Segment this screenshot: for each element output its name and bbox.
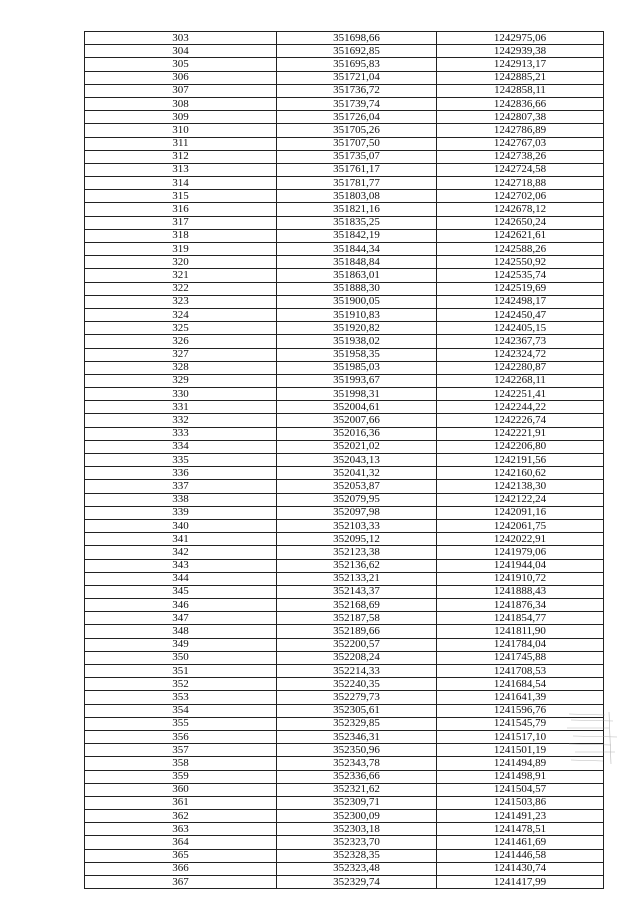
y-coordinate-cell: 1242206,80 bbox=[437, 440, 604, 453]
y-coordinate-cell: 1242858,11 bbox=[437, 84, 604, 97]
point-number-cell: 319 bbox=[85, 243, 277, 256]
point-number-cell: 328 bbox=[85, 361, 277, 374]
point-number-cell: 322 bbox=[85, 282, 277, 295]
y-coordinate-cell: 1241494,89 bbox=[437, 757, 604, 770]
point-number-cell: 344 bbox=[85, 572, 277, 585]
x-coordinate-cell: 351910,83 bbox=[277, 308, 437, 321]
table-row bbox=[85, 216, 604, 229]
point-number-cell: 310 bbox=[85, 124, 277, 137]
point-number-cell: 314 bbox=[85, 177, 277, 190]
point-number-cell: 348 bbox=[85, 625, 277, 638]
x-coordinate-cell: 352079,95 bbox=[277, 493, 437, 506]
x-coordinate-cell: 352328,35 bbox=[277, 849, 437, 862]
y-coordinate-cell: 1242226,74 bbox=[437, 414, 604, 427]
table-row bbox=[85, 203, 604, 216]
point-number-cell: 323 bbox=[85, 295, 277, 308]
y-coordinate-cell: 1242807,38 bbox=[437, 111, 604, 124]
table-row bbox=[85, 493, 604, 506]
table-row bbox=[85, 137, 604, 150]
x-coordinate-cell: 352329,74 bbox=[277, 876, 437, 889]
table-row bbox=[85, 796, 604, 809]
y-coordinate-cell: 1242091,16 bbox=[437, 506, 604, 519]
y-coordinate-cell: 1242498,17 bbox=[437, 295, 604, 308]
point-number-cell: 359 bbox=[85, 770, 277, 783]
x-coordinate-cell: 352323,70 bbox=[277, 836, 437, 849]
point-number-cell: 332 bbox=[85, 414, 277, 427]
x-coordinate-cell: 351692,85 bbox=[277, 45, 437, 58]
y-coordinate-cell: 1241501,19 bbox=[437, 744, 604, 757]
table-row bbox=[85, 770, 604, 783]
x-coordinate-cell: 352007,66 bbox=[277, 414, 437, 427]
table-row bbox=[85, 559, 604, 572]
x-coordinate-cell: 352321,62 bbox=[277, 783, 437, 796]
y-coordinate-cell: 1242324,72 bbox=[437, 348, 604, 361]
table-row bbox=[85, 585, 604, 598]
y-coordinate-cell: 1241504,57 bbox=[437, 783, 604, 796]
table-row bbox=[85, 295, 604, 308]
x-coordinate-cell: 352168,69 bbox=[277, 599, 437, 612]
y-coordinate-cell: 1242138,30 bbox=[437, 480, 604, 493]
table-row bbox=[85, 190, 604, 203]
point-number-cell: 316 bbox=[85, 203, 277, 216]
table-row bbox=[85, 717, 604, 730]
x-coordinate-cell: 352305,61 bbox=[277, 704, 437, 717]
table-row bbox=[85, 823, 604, 836]
point-number-cell: 321 bbox=[85, 269, 277, 282]
x-coordinate-cell: 351698,66 bbox=[277, 32, 437, 45]
y-coordinate-cell: 1242786,89 bbox=[437, 124, 604, 137]
table-row bbox=[85, 691, 604, 704]
y-coordinate-cell: 1242122,24 bbox=[437, 493, 604, 506]
point-number-cell: 340 bbox=[85, 519, 277, 532]
point-number-cell: 313 bbox=[85, 163, 277, 176]
y-coordinate-cell: 1241888,43 bbox=[437, 585, 604, 598]
table-row bbox=[85, 849, 604, 862]
point-number-cell: 311 bbox=[85, 137, 277, 150]
point-number-cell: 327 bbox=[85, 348, 277, 361]
table-row bbox=[85, 625, 604, 638]
point-number-cell: 306 bbox=[85, 71, 277, 84]
y-coordinate-cell: 1242519,69 bbox=[437, 282, 604, 295]
table-row bbox=[85, 454, 604, 467]
x-coordinate-cell: 351761,17 bbox=[277, 163, 437, 176]
x-coordinate-cell: 351726,04 bbox=[277, 111, 437, 124]
y-coordinate-cell: 1241596,76 bbox=[437, 704, 604, 717]
y-coordinate-cell: 1241811,90 bbox=[437, 625, 604, 638]
y-coordinate-cell: 1241854,77 bbox=[437, 612, 604, 625]
coordinates-table bbox=[84, 31, 604, 889]
point-number-cell: 304 bbox=[85, 45, 277, 58]
x-coordinate-cell: 351998,31 bbox=[277, 388, 437, 401]
point-number-cell: 309 bbox=[85, 111, 277, 124]
x-coordinate-cell: 351958,35 bbox=[277, 348, 437, 361]
table-row bbox=[85, 506, 604, 519]
point-number-cell: 337 bbox=[85, 480, 277, 493]
table-row bbox=[85, 124, 604, 137]
y-coordinate-cell: 1241517,10 bbox=[437, 730, 604, 743]
x-coordinate-cell: 351848,84 bbox=[277, 256, 437, 269]
point-number-cell: 334 bbox=[85, 440, 277, 453]
x-coordinate-cell: 352041,32 bbox=[277, 467, 437, 480]
y-coordinate-cell: 1241430,74 bbox=[437, 862, 604, 875]
point-number-cell: 364 bbox=[85, 836, 277, 849]
y-coordinate-cell: 1242678,12 bbox=[437, 203, 604, 216]
x-coordinate-cell: 352004,61 bbox=[277, 401, 437, 414]
y-coordinate-cell: 1242588,26 bbox=[437, 243, 604, 256]
y-coordinate-cell: 1242280,87 bbox=[437, 361, 604, 374]
y-coordinate-cell: 1241491,23 bbox=[437, 810, 604, 823]
table-row bbox=[85, 533, 604, 546]
x-coordinate-cell: 352208,24 bbox=[277, 651, 437, 664]
table-row bbox=[85, 783, 604, 796]
table-row bbox=[85, 467, 604, 480]
table-row bbox=[85, 744, 604, 757]
x-coordinate-cell: 352309,71 bbox=[277, 796, 437, 809]
y-coordinate-cell: 1242061,75 bbox=[437, 519, 604, 532]
point-number-cell: 305 bbox=[85, 58, 277, 71]
table-row bbox=[85, 322, 604, 335]
table-row bbox=[85, 308, 604, 321]
y-coordinate-cell: 1242191,56 bbox=[437, 454, 604, 467]
point-number-cell: 339 bbox=[85, 506, 277, 519]
table-row bbox=[85, 348, 604, 361]
y-coordinate-cell: 1241784,04 bbox=[437, 638, 604, 651]
x-coordinate-cell: 351938,02 bbox=[277, 335, 437, 348]
table-row bbox=[85, 546, 604, 559]
x-coordinate-cell: 351888,30 bbox=[277, 282, 437, 295]
table-row bbox=[85, 256, 604, 269]
y-coordinate-cell: 1241684,54 bbox=[437, 678, 604, 691]
y-coordinate-cell: 1241979,06 bbox=[437, 546, 604, 559]
table-row bbox=[85, 704, 604, 717]
point-number-cell: 325 bbox=[85, 322, 277, 335]
x-coordinate-cell: 352095,12 bbox=[277, 533, 437, 546]
x-coordinate-cell: 352187,58 bbox=[277, 612, 437, 625]
x-coordinate-cell: 352123,38 bbox=[277, 546, 437, 559]
y-coordinate-cell: 1242535,74 bbox=[437, 269, 604, 282]
table-row bbox=[85, 58, 604, 71]
y-coordinate-cell: 1242738,26 bbox=[437, 150, 604, 163]
point-number-cell: 317 bbox=[85, 216, 277, 229]
x-coordinate-cell: 351985,03 bbox=[277, 361, 437, 374]
x-coordinate-cell: 352143,37 bbox=[277, 585, 437, 598]
point-number-cell: 347 bbox=[85, 612, 277, 625]
y-coordinate-cell: 1242885,21 bbox=[437, 71, 604, 84]
y-coordinate-cell: 1242221,91 bbox=[437, 427, 604, 440]
table-row bbox=[85, 282, 604, 295]
table-row bbox=[85, 32, 604, 45]
table-row bbox=[85, 374, 604, 387]
point-number-cell: 346 bbox=[85, 599, 277, 612]
table-row bbox=[85, 388, 604, 401]
point-number-cell: 315 bbox=[85, 190, 277, 203]
point-number-cell: 307 bbox=[85, 84, 277, 97]
x-coordinate-cell: 351803,08 bbox=[277, 190, 437, 203]
point-number-cell: 318 bbox=[85, 229, 277, 242]
y-coordinate-cell: 1242405,15 bbox=[437, 322, 604, 335]
x-coordinate-cell: 352043,13 bbox=[277, 454, 437, 467]
x-coordinate-cell: 352279,73 bbox=[277, 691, 437, 704]
y-coordinate-cell: 1242724,58 bbox=[437, 163, 604, 176]
y-coordinate-cell: 1241545,79 bbox=[437, 717, 604, 730]
point-number-cell: 331 bbox=[85, 401, 277, 414]
x-coordinate-cell: 351736,72 bbox=[277, 84, 437, 97]
x-coordinate-cell: 352016,36 bbox=[277, 427, 437, 440]
table-row bbox=[85, 612, 604, 625]
y-coordinate-cell: 1242767,03 bbox=[437, 137, 604, 150]
point-number-cell: 320 bbox=[85, 256, 277, 269]
y-coordinate-cell: 1242718,88 bbox=[437, 177, 604, 190]
point-number-cell: 361 bbox=[85, 796, 277, 809]
y-coordinate-cell: 1241910,72 bbox=[437, 572, 604, 585]
point-number-cell: 345 bbox=[85, 585, 277, 598]
point-number-cell: 362 bbox=[85, 810, 277, 823]
table-row bbox=[85, 150, 604, 163]
x-coordinate-cell: 352021,02 bbox=[277, 440, 437, 453]
y-coordinate-cell: 1242550,92 bbox=[437, 256, 604, 269]
x-coordinate-cell: 351735,07 bbox=[277, 150, 437, 163]
x-coordinate-cell: 351900,05 bbox=[277, 295, 437, 308]
x-coordinate-cell: 351705,26 bbox=[277, 124, 437, 137]
table-row bbox=[85, 163, 604, 176]
y-coordinate-cell: 1242650,24 bbox=[437, 216, 604, 229]
point-number-cell: 338 bbox=[85, 493, 277, 506]
x-coordinate-cell: 352214,33 bbox=[277, 665, 437, 678]
point-number-cell: 365 bbox=[85, 849, 277, 862]
y-coordinate-cell: 1242244,22 bbox=[437, 401, 604, 414]
y-coordinate-cell: 1242268,11 bbox=[437, 374, 604, 387]
point-number-cell: 355 bbox=[85, 717, 277, 730]
table-row bbox=[85, 335, 604, 348]
point-number-cell: 329 bbox=[85, 374, 277, 387]
point-number-cell: 367 bbox=[85, 876, 277, 889]
x-coordinate-cell: 352133,21 bbox=[277, 572, 437, 585]
x-coordinate-cell: 352240,35 bbox=[277, 678, 437, 691]
x-coordinate-cell: 352323,48 bbox=[277, 862, 437, 875]
point-number-cell: 335 bbox=[85, 454, 277, 467]
table-row bbox=[85, 401, 604, 414]
x-coordinate-cell: 351844,34 bbox=[277, 243, 437, 256]
table-row bbox=[85, 427, 604, 440]
y-coordinate-cell: 1242450,47 bbox=[437, 308, 604, 321]
x-coordinate-cell: 352343,78 bbox=[277, 757, 437, 770]
x-coordinate-cell: 351721,04 bbox=[277, 71, 437, 84]
y-coordinate-cell: 1241944,04 bbox=[437, 559, 604, 572]
table-row bbox=[85, 480, 604, 493]
point-number-cell: 308 bbox=[85, 97, 277, 110]
point-number-cell: 303 bbox=[85, 32, 277, 45]
point-number-cell: 341 bbox=[85, 533, 277, 546]
x-coordinate-cell: 351707,50 bbox=[277, 137, 437, 150]
point-number-cell: 352 bbox=[85, 678, 277, 691]
point-number-cell: 333 bbox=[85, 427, 277, 440]
x-coordinate-cell: 352346,31 bbox=[277, 730, 437, 743]
point-number-cell: 363 bbox=[85, 823, 277, 836]
y-coordinate-cell: 1241461,69 bbox=[437, 836, 604, 849]
y-coordinate-cell: 1241417,99 bbox=[437, 876, 604, 889]
table-row bbox=[85, 269, 604, 282]
x-coordinate-cell: 352350,96 bbox=[277, 744, 437, 757]
point-number-cell: 351 bbox=[85, 665, 277, 678]
x-coordinate-cell: 351920,82 bbox=[277, 322, 437, 335]
point-number-cell: 366 bbox=[85, 862, 277, 875]
table-row bbox=[85, 599, 604, 612]
x-coordinate-cell: 352300,09 bbox=[277, 810, 437, 823]
table-row bbox=[85, 730, 604, 743]
table-row bbox=[85, 638, 604, 651]
x-coordinate-cell: 352189,66 bbox=[277, 625, 437, 638]
x-coordinate-cell: 352103,33 bbox=[277, 519, 437, 532]
x-coordinate-cell: 351739,74 bbox=[277, 97, 437, 110]
y-coordinate-cell: 1242939,38 bbox=[437, 45, 604, 58]
x-coordinate-cell: 351781,77 bbox=[277, 177, 437, 190]
x-coordinate-cell: 352336,66 bbox=[277, 770, 437, 783]
point-number-cell: 360 bbox=[85, 783, 277, 796]
point-number-cell: 343 bbox=[85, 559, 277, 572]
y-coordinate-cell: 1241503,86 bbox=[437, 796, 604, 809]
table-row bbox=[85, 665, 604, 678]
x-coordinate-cell: 352097,98 bbox=[277, 506, 437, 519]
coordinates-table-body bbox=[85, 32, 604, 889]
faint-stamp-marks bbox=[565, 706, 625, 766]
x-coordinate-cell: 351695,83 bbox=[277, 58, 437, 71]
y-coordinate-cell: 1242836,66 bbox=[437, 97, 604, 110]
point-number-cell: 357 bbox=[85, 744, 277, 757]
table-row bbox=[85, 876, 604, 889]
point-number-cell: 356 bbox=[85, 730, 277, 743]
y-coordinate-cell: 1242913,17 bbox=[437, 58, 604, 71]
point-number-cell: 336 bbox=[85, 467, 277, 480]
y-coordinate-cell: 1241708,53 bbox=[437, 665, 604, 678]
point-number-cell: 353 bbox=[85, 691, 277, 704]
table-row bbox=[85, 229, 604, 242]
table-row bbox=[85, 84, 604, 97]
x-coordinate-cell: 351863,01 bbox=[277, 269, 437, 282]
y-coordinate-cell: 1241745,88 bbox=[437, 651, 604, 664]
y-coordinate-cell: 1241478,51 bbox=[437, 823, 604, 836]
table-row bbox=[85, 572, 604, 585]
y-coordinate-cell: 1242251,41 bbox=[437, 388, 604, 401]
point-number-cell: 354 bbox=[85, 704, 277, 717]
table-row bbox=[85, 177, 604, 190]
table-row bbox=[85, 440, 604, 453]
table-row bbox=[85, 361, 604, 374]
x-coordinate-cell: 352136,62 bbox=[277, 559, 437, 572]
table-row bbox=[85, 97, 604, 110]
x-coordinate-cell: 352329,85 bbox=[277, 717, 437, 730]
x-coordinate-cell: 352200,57 bbox=[277, 638, 437, 651]
table-row bbox=[85, 651, 604, 664]
x-coordinate-cell: 352303,18 bbox=[277, 823, 437, 836]
y-coordinate-cell: 1241446,58 bbox=[437, 849, 604, 862]
y-coordinate-cell: 1242160,62 bbox=[437, 467, 604, 480]
table-row bbox=[85, 414, 604, 427]
x-coordinate-cell: 351835,25 bbox=[277, 216, 437, 229]
table-row bbox=[85, 519, 604, 532]
point-number-cell: 326 bbox=[85, 335, 277, 348]
y-coordinate-cell: 1242702,06 bbox=[437, 190, 604, 203]
point-number-cell: 312 bbox=[85, 150, 277, 163]
table-row bbox=[85, 810, 604, 823]
y-coordinate-cell: 1241498,91 bbox=[437, 770, 604, 783]
table-row bbox=[85, 71, 604, 84]
x-coordinate-cell: 351821,16 bbox=[277, 203, 437, 216]
table-row bbox=[85, 243, 604, 256]
table-row bbox=[85, 45, 604, 58]
table-row bbox=[85, 757, 604, 770]
y-coordinate-cell: 1241876,34 bbox=[437, 599, 604, 612]
table-row bbox=[85, 111, 604, 124]
x-coordinate-cell: 352053,87 bbox=[277, 480, 437, 493]
table-row bbox=[85, 862, 604, 875]
point-number-cell: 324 bbox=[85, 308, 277, 321]
table-row bbox=[85, 678, 604, 691]
y-coordinate-cell: 1241641,39 bbox=[437, 691, 604, 704]
y-coordinate-cell: 1242367,73 bbox=[437, 335, 604, 348]
y-coordinate-cell: 1242621,61 bbox=[437, 229, 604, 242]
table-row bbox=[85, 836, 604, 849]
y-coordinate-cell: 1242022,91 bbox=[437, 533, 604, 546]
x-coordinate-cell: 351842,19 bbox=[277, 229, 437, 242]
x-coordinate-cell: 351993,67 bbox=[277, 374, 437, 387]
point-number-cell: 350 bbox=[85, 651, 277, 664]
point-number-cell: 358 bbox=[85, 757, 277, 770]
y-coordinate-cell: 1242975,06 bbox=[437, 32, 604, 45]
point-number-cell: 342 bbox=[85, 546, 277, 559]
point-number-cell: 349 bbox=[85, 638, 277, 651]
point-number-cell: 330 bbox=[85, 388, 277, 401]
